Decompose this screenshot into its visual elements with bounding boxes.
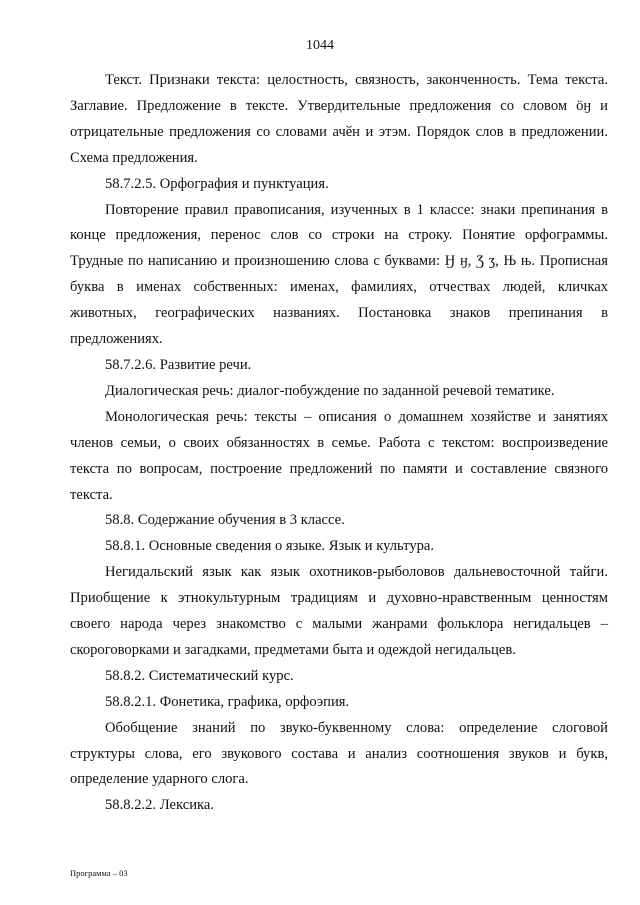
heading-grade-3-content: 58.8. Содержание обучения в 3 классе.: [105, 512, 345, 529]
page-number: 1044: [306, 38, 334, 53]
heading-lexicon: 58.8.2.2. Лексика.: [105, 797, 215, 814]
paragraph-sound-letter: Обобщение знаний по звуко-буквенному слова: определение слоговой структуры слова, его звукового состава и анализ соотношения звуков и букв, определение ударного слога.: [70, 719, 608, 788]
heading-orthography: 58.7.2.5. Орфография и пунктуация.: [105, 175, 329, 192]
paragraph-spelling-rules: Повторение правил правописания, изученных в 1 классе: знаки препинания в конце предложения, перенос слов со строки на строку. Понятие орфограммы. Трудные по написанию и произношению слова с буквами: Ӈ ӈ, Ʒ ʒ, Њ њ. Прописная буква в именах собственных: именах, фамилиях, отчествах людей, кличках животных, географических названиях. Постановка знаков препинания в предложениях.: [70, 201, 608, 348]
paragraph-dialogic-speech: Диалогическая речь: диалог-побуждение по заданной речевой тематике.: [105, 382, 555, 399]
paragraph-monologic-speech: Монологическая речь: тексты – описания о домашнем хозяйстве и занятиях членов семьи, о своих обязанностях в семье. Работа с текстом: воспроизведение текста по вопросам, построение предложений по памяти и составление связного текста.: [70, 408, 608, 503]
paragraph-negidal-language: Негидальский язык как язык охотников-рыболовов дальневосточной тайги. Приобщение к этнокультурным традициям и духовно-нравственным ценностям своего народа через знакомство с малыми жанрами фольклора негидальцев – скороговорками и загадками, предметами быта и одеждой негидальцев.: [70, 564, 608, 658]
document-body: [70, 68, 608, 819]
heading-systematic-course: 58.8.2. Систематический курс.: [105, 667, 294, 684]
paragraph-text-features: Текст. Признаки текста: целостность, связность, законченность. Тема текста. Заглавие. Предложение в тексте. Утвердительные предложения со словом ӧӈ и отрицательные предложения со словами ачӗн и этэм. Порядок слов в предложении. Схема предложения.: [70, 72, 608, 166]
heading-phonetics: 58.8.2.1. Фонетика, графика, орфоэпия.: [105, 693, 350, 710]
footer-program-label: Программа – 03: [70, 868, 128, 878]
heading-language-culture: 58.8.1. Основные сведения о языке. Язык и культура.: [105, 538, 435, 555]
heading-speech-development: 58.7.2.6. Развитие речи.: [105, 356, 252, 373]
